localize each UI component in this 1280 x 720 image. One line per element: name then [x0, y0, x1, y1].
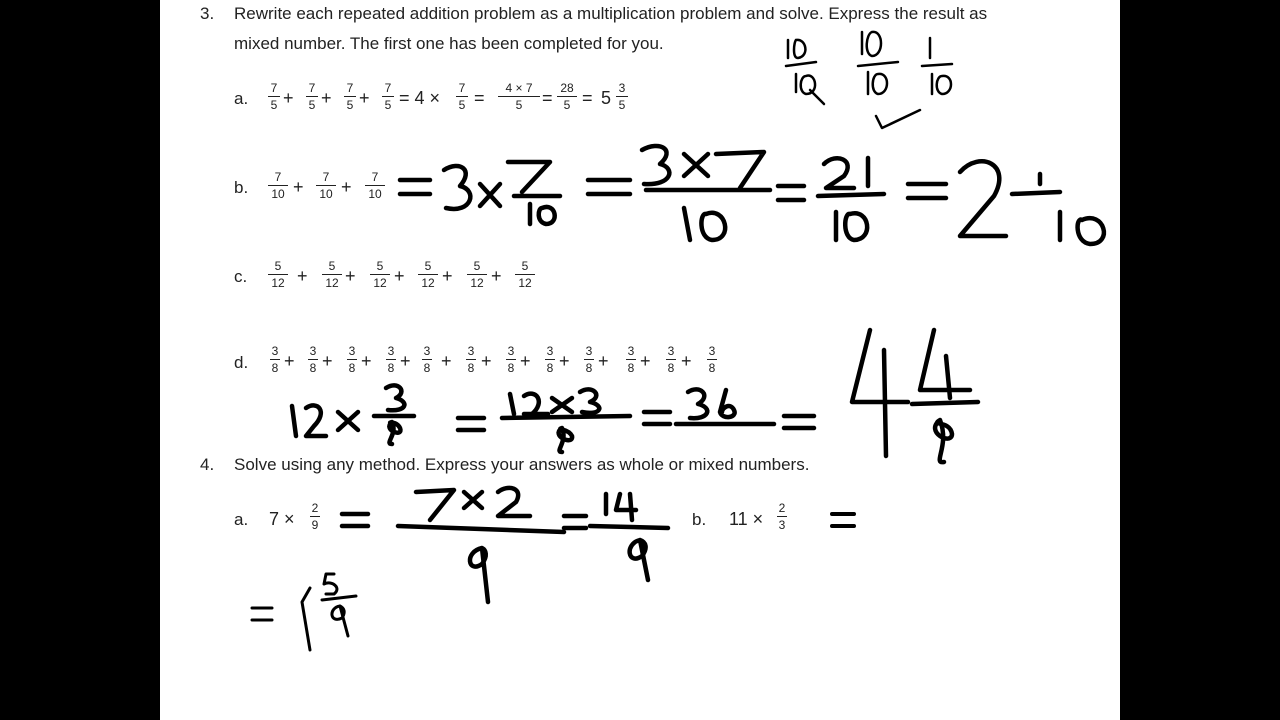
handwritten-scratch-fractions — [786, 32, 952, 128]
q3b-fraction: 7 10 — [365, 170, 385, 201]
q4-number: 4. — [200, 455, 215, 474]
handwritten-pink-answer-4a — [252, 574, 356, 650]
plus-sign: + — [341, 177, 352, 197]
q3c-fraction: 5 12 — [467, 259, 487, 290]
q3a-whole: 5 — [601, 88, 612, 108]
q3a-fraction: 7 5 — [456, 81, 468, 112]
handwritten-answer-3b — [400, 146, 1104, 244]
q4b-whole-times: 11 × — [729, 509, 764, 529]
q4a-label: a. — [234, 510, 249, 529]
q3a-fraction: 7 5 — [306, 81, 318, 112]
handwritten-answer-4b — [832, 514, 854, 526]
q3c-fraction: 5 12 — [418, 259, 438, 290]
q3d-fraction: 3 8 — [585, 344, 593, 375]
q3a-label: a. — [234, 89, 249, 108]
plus-sign: + — [598, 351, 609, 371]
q3c-fraction: 5 12 — [268, 259, 288, 290]
equals-sign: = — [542, 88, 553, 108]
equals-sign: = — [474, 88, 485, 108]
q3d-fraction: 3 8 — [708, 344, 716, 375]
plus-sign: + — [481, 351, 492, 371]
q3d-fraction: 3 8 — [348, 344, 356, 375]
plus-sign: + — [297, 266, 308, 286]
q4b-fraction: 2 3 — [778, 501, 786, 532]
q3c-fraction: 5 12 — [515, 259, 535, 290]
plus-sign: + — [321, 88, 332, 108]
q3-instructions-line2: mixed number. The first one has been completed for you. — [234, 34, 664, 53]
q3d-label: d. — [234, 353, 249, 372]
plus-sign: + — [400, 351, 411, 371]
plus-sign: + — [491, 266, 502, 286]
q3a-fraction: 28 5 — [557, 81, 577, 112]
handwriting-overlay — [160, 0, 1120, 720]
worksheet-page — [160, 0, 1120, 720]
plus-sign: + — [293, 177, 304, 197]
q3b-label: b. — [234, 178, 249, 197]
plus-sign: + — [361, 351, 372, 371]
q4b-label: b. — [692, 510, 707, 529]
q3c-label: c. — [234, 267, 248, 286]
plus-sign: + — [681, 351, 692, 371]
plus-sign: + — [559, 351, 570, 371]
q3d-fraction: 3 8 — [627, 344, 635, 375]
plus-sign: + — [520, 351, 531, 371]
plus-sign: + — [394, 266, 405, 286]
q3-number: 3. — [200, 4, 215, 23]
plus-sign: + — [345, 266, 356, 286]
q3b-fraction: 7 10 — [316, 170, 336, 201]
plus-sign: + — [442, 266, 453, 286]
plus-sign: + — [359, 88, 370, 108]
q3a-fraction: 7 5 — [344, 81, 356, 112]
q3d-fraction: 3 8 — [309, 344, 317, 375]
plus-sign: + — [640, 351, 651, 371]
q4a-whole-times: 7 × — [269, 509, 295, 529]
q3c-fraction: 5 12 — [370, 259, 390, 290]
q3d-fraction: 3 8 — [423, 344, 431, 375]
handwritten-answer-4a — [342, 488, 668, 602]
q4a-fraction: 2 9 — [311, 501, 319, 532]
q3a-fraction: 3 5 — [616, 81, 628, 112]
q3a-fraction: 4 × 7 5 — [498, 81, 540, 112]
q3d-fraction: 3 8 — [667, 344, 675, 375]
q3d-fraction: 3 8 — [507, 344, 515, 375]
plus-sign: + — [322, 351, 333, 371]
q3d-fraction: 3 8 — [387, 344, 395, 375]
q3d-fraction: 3 8 — [271, 344, 279, 375]
handwritten-answer-3d — [292, 330, 978, 462]
plus-sign: + — [441, 351, 452, 371]
q3c-fraction: 5 12 — [322, 259, 342, 290]
q3a-equals-times: = 4 × — [399, 88, 441, 108]
equals-sign: = — [582, 88, 593, 108]
q3d-fraction: 3 8 — [546, 344, 554, 375]
q3b-fraction: 7 10 — [268, 170, 288, 201]
plus-sign: + — [283, 88, 294, 108]
q3d-fraction: 3 8 — [467, 344, 475, 375]
q3a-fraction: 7 5 — [382, 81, 394, 112]
plus-sign: + — [284, 351, 295, 371]
q3-instructions-line1: Rewrite each repeated addition problem as a multiplication problem and solve. Express the result as — [234, 4, 988, 23]
q3a-fraction: 7 5 — [268, 81, 280, 112]
q4-instructions: Solve using any method. Express your answers as whole or mixed numbers. — [234, 455, 810, 474]
